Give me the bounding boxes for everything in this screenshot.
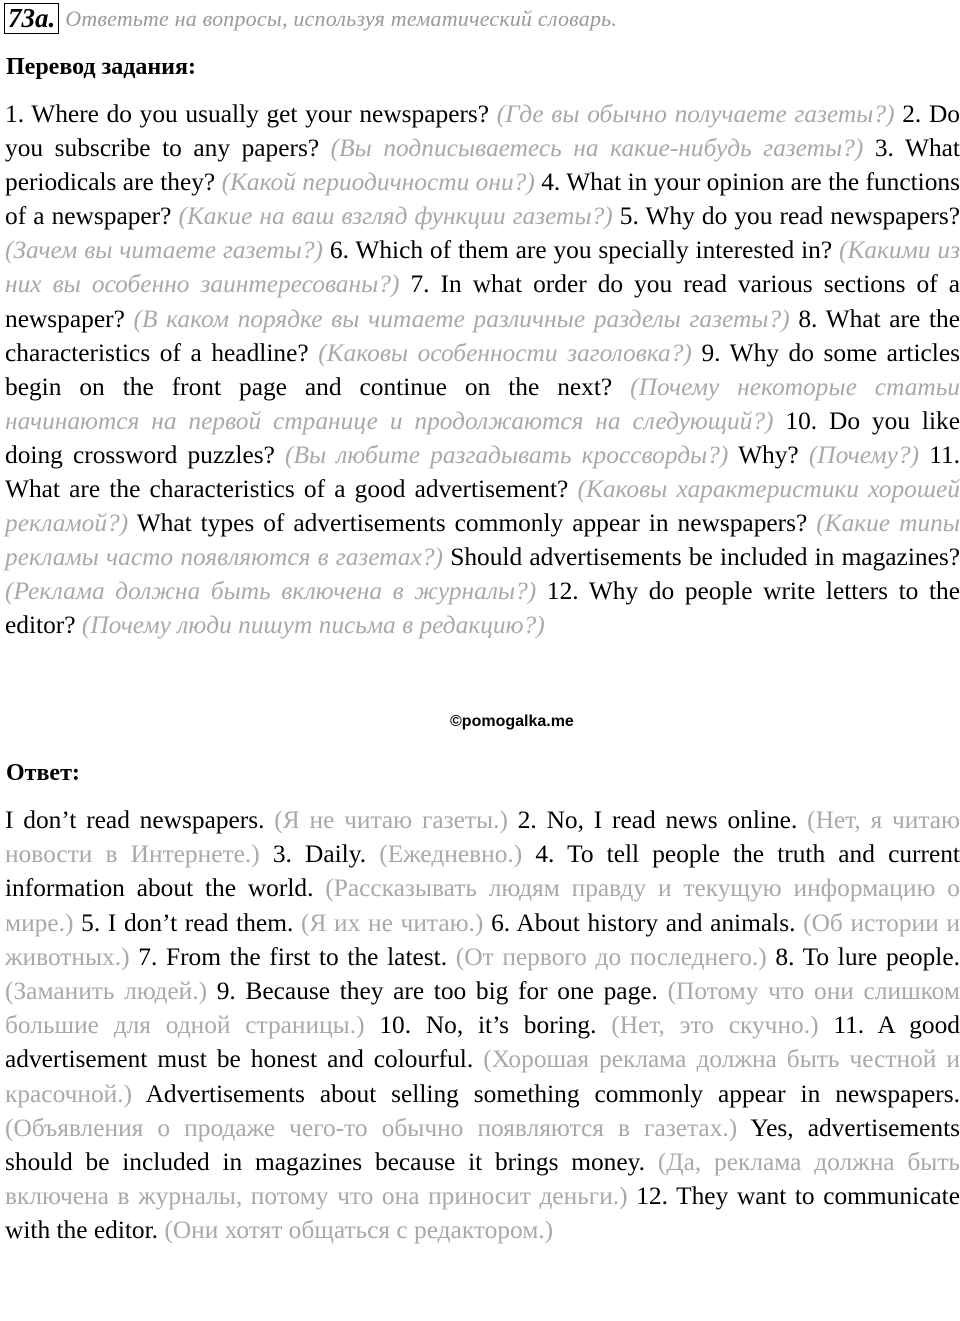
task-sentence-en: 7. In what order do you read various sections of a newspaper? xyxy=(5,270,960,333)
task-sentence-en: Should advertisements be included in magazines? xyxy=(450,543,960,572)
answer-sentence-en: 9. Because they are too big for one page. xyxy=(216,977,658,1006)
answer-translation-ru: (Хорошая реклама должна быть честной и красочной.) xyxy=(5,1045,960,1108)
task-sentence-en: 9. Why do some articles begin on the front page and continue on the next? xyxy=(5,338,960,401)
task-translation-ru: (Почему?) xyxy=(808,440,920,469)
answer-sentence-en: I don’t read newspapers. xyxy=(5,806,265,834)
task-translation-ru: (Зачем вы читаете газеты?) xyxy=(5,236,324,265)
answer-translation-ru: (Я не читаю газеты.) xyxy=(274,806,508,834)
task-translation-ru: (Какие на ваш взгляд функции газеты?) xyxy=(178,202,613,231)
task-translation-ru: (Вы подписываетесь на какие-нибудь газеты?) xyxy=(330,134,864,163)
answer-translation-ru: (Я их не читаю.) xyxy=(300,908,484,937)
answer-translation-ru: (Потому что они слишком большие для одной страницы.) xyxy=(5,977,960,1040)
task-sentence-en: 8. What are the characteristics of a headline? xyxy=(5,304,960,367)
exercise-header xyxy=(4,3,617,34)
answer-translation-ru: (Об истории и животных.) xyxy=(5,908,960,971)
task-sentence-en: 11. What are the characteristics of a good advertisement? xyxy=(5,440,960,504)
answer-sentence-en: 5. I don’t read them. xyxy=(81,908,294,937)
answer-sentence-en: 11. A good advertisement must be honest and colourful. xyxy=(5,1011,960,1074)
answer-sentence-en: 6. About history and animals. xyxy=(491,908,796,937)
answer-sentence-en: Advertisements about selling something commonly appear in newspapers. xyxy=(145,1079,960,1108)
task-sentence-en: 6. Which of them are you specially interested in? xyxy=(329,236,833,265)
task-sentence-en: What types of advertisements commonly appear in newspapers? xyxy=(136,509,808,538)
task-sentence-en: 12. Why do people write letters to the editor? xyxy=(5,577,960,640)
task-translation-ru: (В каком порядке вы читаете различные разделы газеты?) xyxy=(133,304,790,333)
task-translation-ru: (Какие типы рекламы часто появляются в газетах?) xyxy=(5,509,960,572)
answer-sentence-en: Yes, advertisements should be included in magazines because it brings money. xyxy=(5,1113,960,1177)
task-text xyxy=(5,97,960,643)
answer-sentence-en: 10. No, it’s boring. xyxy=(379,1011,597,1040)
answer-translation-ru: (Да, реклама должна быть включена в журналы, потому что она приносит деньги.) xyxy=(5,1148,960,1211)
answer-text xyxy=(5,803,960,1248)
task-translation-ru: (Каковы характеристики хорошей рекламой?) xyxy=(5,475,960,538)
answer-sentence-en: 4. To tell people the truth and current information about the world. xyxy=(5,840,960,903)
task-translation-ru: (Какими из них вы особенно заинтересованы?) xyxy=(5,236,960,299)
answer-translation-ru: (Рассказывать людям правду и текущую информацию о мире.) xyxy=(5,874,960,937)
answer-translation-ru: (Нет, я читаю новости в Интернете.) xyxy=(5,806,960,869)
task-sentence-en: 5. Why do you read newspapers? xyxy=(619,202,960,231)
task-translation-ru: (Реклама должна быть включена в журналы?) xyxy=(5,577,537,606)
exercise-number: 73a. xyxy=(4,3,59,34)
exercise-instruction: Ответьте на вопросы, используя тематический словарь. xyxy=(65,5,618,31)
task-sentence-en: 3. What periodicals are they? xyxy=(5,134,960,197)
answer-translation-ru: (Нет, это скучно.) xyxy=(611,1011,819,1040)
task-translation-ru: (Вы любите разгадывать кроссворды?) xyxy=(285,440,729,469)
task-translation-ru: (Где вы обычно получаете газеты?) xyxy=(496,100,895,128)
task-translation-ru: (Почему некоторые статьи начинаются на первой странице и продолжаются на следующий?) xyxy=(5,372,960,435)
site-credit: ©pomogalka.me xyxy=(450,713,574,730)
answer-sentence-en: 12. They want to communicate with the editor. xyxy=(5,1182,960,1245)
answer-translation-ru: (Ежедневно.) xyxy=(379,840,523,869)
answer-sentence-en: 3. Daily. xyxy=(272,840,367,869)
task-sentence-en: 4. What in your opinion are the functions of a newspaper? xyxy=(5,168,960,231)
answer-sentence-en: 8. To lure people. xyxy=(775,942,960,971)
task-translation-ru: (Каковы особенности заголовка?) xyxy=(318,338,692,367)
answer-heading: Ответ: xyxy=(6,760,80,786)
answer-translation-ru: (Они хотят общаться с редактором.) xyxy=(164,1216,554,1245)
answer-translation-ru: (От первого до последнего.) xyxy=(455,942,767,971)
answer-translation-ru: (Объявления о продаже чего-то обычно появляются в газетах.) xyxy=(5,1113,738,1142)
task-sentence-en: 1. Where do you usually get your newspapers? xyxy=(5,100,490,128)
answer-translation-ru: (Заманить людей.) xyxy=(5,977,208,1006)
task-sentence-en: 2. Do you subscribe to any papers? xyxy=(5,100,960,163)
answer-sentence-en: 2. No, I read news online. xyxy=(517,806,798,834)
task-sentence-en: Why? xyxy=(738,440,799,469)
task-translation-ru: (Какой периодичности они?) xyxy=(221,168,535,197)
task-heading: Перевод задания: xyxy=(6,54,196,80)
answer-sentence-en: 7. From the first to the latest. xyxy=(138,942,448,971)
task-sentence-en: 10. Do you like doing crossword puzzles? xyxy=(5,406,960,469)
task-translation-ru: (Почему люди пишут письма в редакцию?) xyxy=(81,611,545,640)
